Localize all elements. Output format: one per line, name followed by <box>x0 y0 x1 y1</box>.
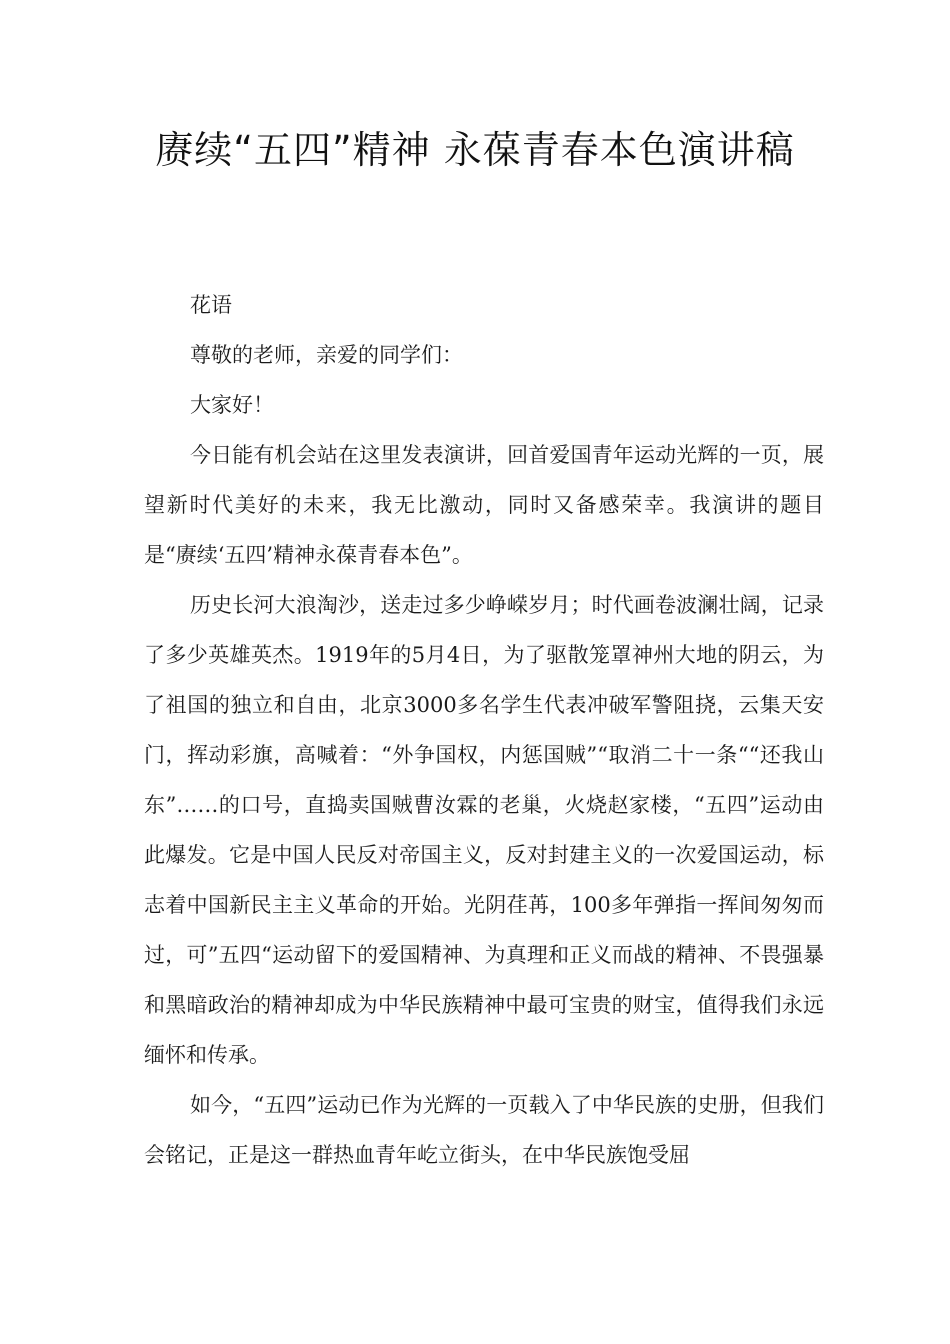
document-title: 赓续“五四”精神 永葆青春本色演讲稿 <box>155 128 795 172</box>
paragraph-salutation: 尊敬的老师，亲爱的同学们： <box>190 343 463 367</box>
document-body <box>144 280 824 1180</box>
paragraph-author: 花语 <box>190 293 232 317</box>
paragraph-greeting: 大家好！ <box>190 393 274 417</box>
paragraph-today: 如今，“五四”运动已作为光辉的一页载入了中华民族的史册，但我们会铭记，正是这一群热血青年屹立街头，在中华民族饱受屈 <box>144 1093 824 1167</box>
paragraph-history: 历史长河大浪淘沙，送走过多少峥嵘岁月；时代画卷波澜壮阔，记录了多少英雄英杰。1919年的5月4日，为了驱散笼罩神州大地的阴云，为了祖国的独立和自由，北京3000多名学生代表冲破军警阻挠，云集天安门，挥动彩旗，高喊着：“外争国权，内惩国贼”“取消二十一条““还我山东”……的口号，直捣卖国贼曹汝霖的老巢，火烧赵家楼，“五四”运动由此爆发。它是中国人民反对帝国主义，反对封建主义的一次爱国运动，标志着中国新民主主义革命的开始。光阴荏苒，100多年弹指一挥间匆匆而过，可”五四“运动留下的爱国精神、为真理和正义而战的精神、不畏强暴和黑暗政治的精神却成为中华民族精神中最可宝贵的财宝，值得我们永远缅怀和传承。 <box>144 593 824 1067</box>
paragraph-intro: 今日能有机会站在这里发表演讲，回首爱国青年运动光辉的一页，展望新时代美好的未来，我无比激动，同时又备感荣幸。我演讲的题目是“赓续‘五四’精神永葆青春本色”。 <box>144 443 824 567</box>
